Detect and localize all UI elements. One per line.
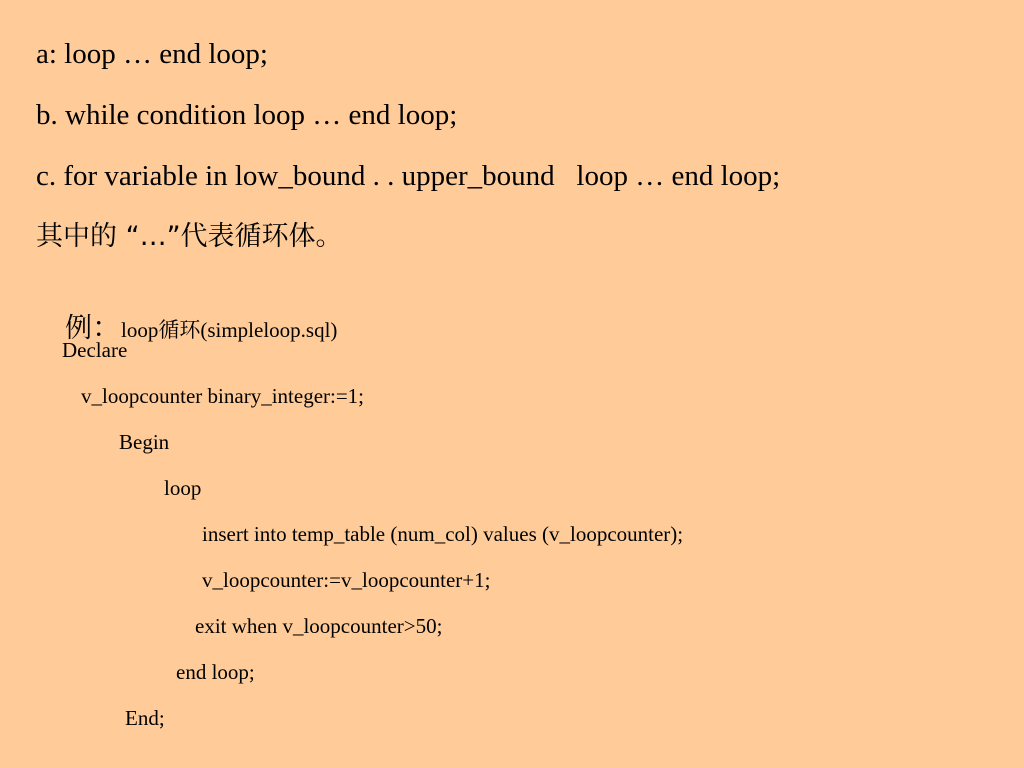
loop-body-note: 其中的 “…”代表循环体。: [36, 221, 343, 252]
code-line: loop: [164, 476, 202, 500]
example-label: 例: [65, 313, 92, 344]
code-line: v_loopcounter binary_integer:=1;: [81, 384, 365, 408]
code-line: v_loopcounter:=v_loopcounter+1;: [202, 568, 491, 592]
example-colon: ：: [92, 310, 122, 344]
code-line: Declare: [62, 338, 128, 362]
loop-form-a: a: loop … end loop;: [36, 38, 268, 70]
code-line: exit when v_loopcounter>50;: [195, 614, 443, 638]
code-line: insert into temp_table (num_col) values (v_loopcounter);: [202, 522, 684, 546]
code-line: end loop;: [176, 660, 255, 684]
example-title: loop循环(simpleloop.sql): [121, 318, 338, 342]
loop-form-c: c. for variable in low_bound . . upper_bound loop … end loop;: [36, 160, 781, 192]
code-line: Begin: [119, 430, 170, 454]
loop-form-b: b. while condition loop … end loop;: [36, 99, 458, 131]
code-line: End;: [125, 706, 165, 730]
